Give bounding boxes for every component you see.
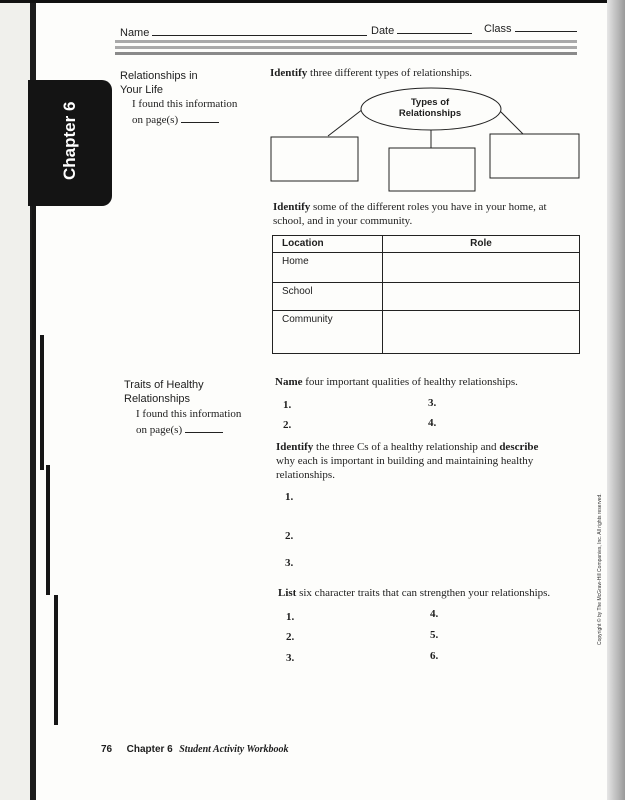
relationship-type-box-3 (490, 134, 579, 178)
qualities-prompt: Name four important qualities of healthy relationships. (275, 376, 518, 388)
trait-item-1[interactable]: 1. (286, 611, 295, 623)
quality-item-3[interactable]: 3. (428, 397, 437, 409)
name-field[interactable] (120, 24, 367, 39)
section2-title: Traits of Healthy Relationships (124, 379, 204, 405)
table-header-location: Location (273, 236, 383, 253)
traits-prompt: List six character traits that can strengthen your relationships. (278, 587, 551, 599)
class-label: Class (484, 23, 512, 35)
role-cell-school[interactable] (383, 283, 580, 311)
section1-page-blank[interactable] (181, 111, 219, 123)
quality-item-1[interactable]: 1. (283, 399, 292, 411)
scan-edge (0, 0, 625, 3)
binding-tab-mark (46, 465, 50, 595)
table-row-home: Home (273, 253, 383, 283)
trait-item-3[interactable]: 3. (286, 652, 295, 664)
trait-item-6[interactable]: 6. (430, 650, 439, 662)
section1-title: Relationships in Your Life (120, 70, 198, 96)
connector-line (498, 109, 523, 134)
section2-page-blank[interactable] (185, 421, 223, 433)
role-cell-home[interactable] (383, 253, 580, 283)
page-number: 76 (101, 744, 113, 755)
identify-types-prompt: Identify three different types of relationships. (270, 67, 473, 79)
quality-item-2[interactable]: 2. (283, 419, 292, 431)
binding-tab-mark (40, 335, 44, 470)
header-rule (115, 40, 577, 58)
three-cs-prompt: Identify the three Cs of a healthy relationship and describe why each is important in building and maintaining healthy relationships. (276, 441, 539, 481)
copyright-notice: Copyright © by The McGraw-Hill Companies, Inc. All rights reserved. (597, 493, 603, 645)
center-bubble-label: Types of Relationships (398, 97, 462, 119)
section1-found-note: I found this information on page(s) (132, 98, 238, 126)
trait-item-5[interactable]: 5. (430, 629, 439, 641)
binding-tab-mark (32, 205, 36, 340)
three-cs-item-2[interactable]: 2. (285, 530, 294, 542)
trait-item-2[interactable]: 2. (286, 631, 295, 643)
name-blank[interactable] (152, 24, 367, 36)
trait-item-4[interactable]: 4. (430, 608, 439, 620)
three-cs-item-3[interactable]: 3. (285, 557, 294, 569)
table-row-community: Community (273, 311, 383, 354)
name-label: Name (120, 27, 150, 39)
role-cell-community[interactable] (383, 311, 580, 354)
identify-roles-prompt: Identify some of the different roles you have in your home, at school, and in your community. (273, 201, 547, 227)
binding-tab-mark (54, 595, 58, 725)
footer-workbook-title: Student Activity Workbook (179, 744, 289, 755)
table-header-role: Role (383, 236, 580, 253)
three-cs-item-1[interactable]: 1. (285, 491, 294, 503)
section2-found-note: I found this information on page(s) (136, 408, 242, 436)
date-label: Date (371, 25, 395, 37)
connector-line (328, 109, 363, 136)
quality-item-4[interactable]: 4. (428, 417, 437, 429)
chapter-tab-label: Chapter 6 (60, 101, 79, 180)
relationship-type-box-2 (389, 148, 475, 191)
page-footer (101, 744, 289, 755)
class-field[interactable] (484, 20, 577, 35)
roles-table (272, 235, 580, 354)
page-edge-shadow (607, 0, 625, 800)
relationship-type-box-1 (271, 137, 358, 181)
table-row-school: School (273, 283, 383, 311)
class-blank[interactable] (515, 20, 577, 32)
footer-chapter: Chapter 6 (126, 744, 173, 755)
date-field[interactable] (371, 22, 472, 37)
date-blank[interactable] (397, 22, 472, 34)
